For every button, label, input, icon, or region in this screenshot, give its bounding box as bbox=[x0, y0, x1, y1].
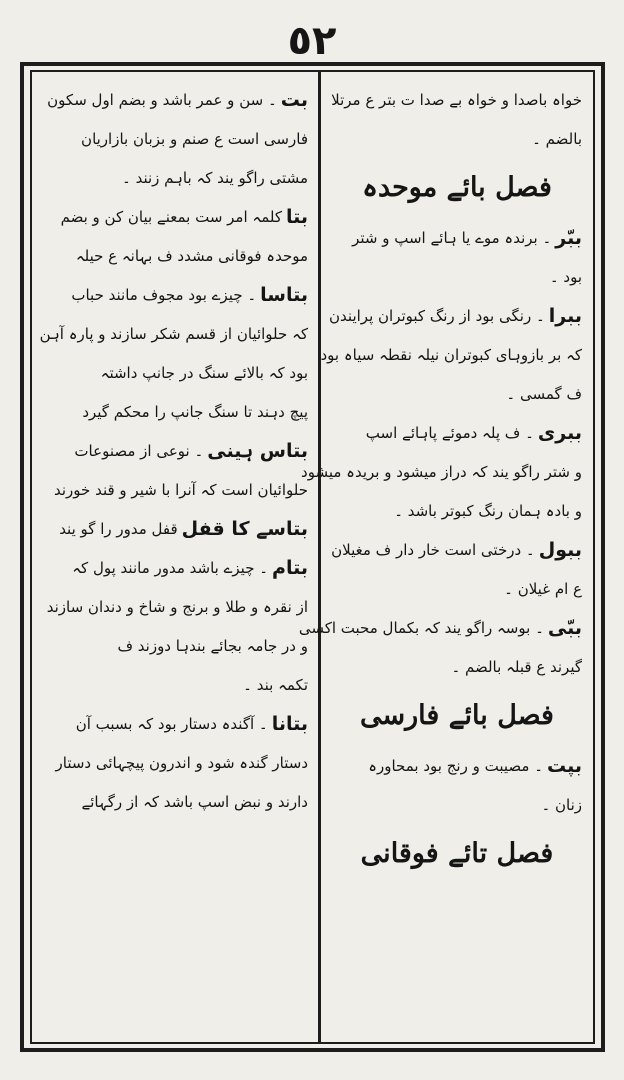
dictionary-entry-line bbox=[298, 608, 582, 647]
text-line bbox=[332, 257, 582, 296]
entry-headword: بتاس ہینی bbox=[207, 439, 308, 462]
entry-headword: ببّی bbox=[547, 616, 582, 639]
line-text: ۔ چیزے بود مجوف مانند حباب bbox=[71, 285, 257, 304]
text-line bbox=[44, 782, 308, 821]
dictionary-entry-line bbox=[332, 530, 582, 569]
left-column bbox=[38, 80, 314, 1035]
entry-headword: بت bbox=[280, 88, 308, 111]
text-line bbox=[39, 314, 308, 353]
text-line bbox=[44, 665, 308, 704]
text-line bbox=[44, 587, 308, 626]
text-line bbox=[44, 392, 308, 431]
dictionary-entry-line bbox=[44, 197, 308, 236]
line-text: ۔ برندہ موے یا ہائے اسپ و شتر bbox=[352, 228, 552, 247]
entry-headword: بتام bbox=[272, 556, 308, 579]
entry-headword: بپت bbox=[546, 754, 582, 777]
dictionary-entry-line bbox=[44, 431, 308, 470]
text-line bbox=[44, 353, 308, 392]
text-line bbox=[44, 119, 308, 158]
line-text: خواہ باصدا و خواہ بے صدا ت بتر ع مرتلا bbox=[331, 90, 582, 109]
dictionary-entry-line bbox=[329, 296, 582, 335]
line-text: بود کہ بالائے سنگ در جانپ داشتہ bbox=[100, 363, 308, 382]
text-line bbox=[44, 158, 308, 197]
right-column bbox=[298, 80, 588, 1035]
dictionary-entry-line bbox=[44, 548, 308, 587]
entry-headword: بتانا bbox=[271, 712, 308, 735]
text-line bbox=[332, 119, 582, 158]
line-text: گیرند ع قبلہ بالضم ۔ bbox=[451, 657, 582, 676]
line-text: فارسی است ع صنم و بزبان بازاریان bbox=[81, 129, 308, 148]
dictionary-entry-line bbox=[332, 413, 582, 452]
text-line bbox=[332, 491, 582, 530]
page-number: ٥٢ bbox=[287, 18, 337, 64]
line-text: ۔ رنگی بود از رنگ کبوتران پرایندن bbox=[329, 306, 545, 325]
line-text: ۔ آگندہ دستار بود کہ بسبب آن bbox=[75, 714, 268, 733]
dictionary-entry-line bbox=[44, 509, 308, 548]
line-text: ۔ بوسہ راگو یند کہ بکمال محبت اکسی bbox=[298, 618, 544, 637]
entry-headword: بتاسا bbox=[260, 283, 308, 306]
entry-headword: ببرا bbox=[548, 304, 582, 327]
text-line bbox=[332, 785, 582, 824]
entry-headword: بتا bbox=[285, 205, 308, 228]
text-line bbox=[44, 236, 308, 275]
column-divider bbox=[318, 72, 321, 1042]
entry-headword: ببّر bbox=[555, 226, 582, 249]
text-line bbox=[332, 80, 582, 119]
section-heading: فصل بائے موحدہ bbox=[362, 172, 552, 203]
line-text: ف گمسی ۔ bbox=[506, 384, 582, 403]
line-text: ۔ درختی است خار دار ف مغیلان bbox=[331, 540, 535, 559]
dictionary-entry-line bbox=[44, 275, 308, 314]
dictionary-entry-line bbox=[332, 218, 582, 257]
line-text: تکمہ بند ۔ bbox=[243, 675, 308, 694]
line-text: حلوائیان است کہ آنرا با شیر و قند خورند bbox=[53, 480, 308, 499]
section-heading: فصل تائے فوقانی bbox=[360, 838, 554, 869]
text-line bbox=[301, 452, 582, 491]
line-text: کلمہ امر ست بمعنے بیان کن و بضم bbox=[60, 207, 282, 226]
line-text: ۔ سن و عمر باشد و بضم اول سکون bbox=[47, 90, 277, 109]
line-text: کہ حلوائیان از قسم شکر سازند و پارہ آہن bbox=[39, 324, 308, 343]
line-text: بالضم ۔ bbox=[532, 129, 582, 148]
line-text: ۔ مصیبت و رنج بود بمحاورہ bbox=[368, 756, 543, 775]
line-text: موحدہ فوقانی مشدد ف بہانہ ع حیلہ bbox=[75, 246, 308, 265]
dictionary-entry-line bbox=[44, 704, 308, 743]
line-text: ۔ نوعی از مصنوعات bbox=[74, 441, 204, 460]
line-text: قفل مدور را گو یند bbox=[59, 519, 178, 538]
line-text: و در جامہ بجائے بندہا دوزند ف bbox=[117, 636, 308, 655]
text-line bbox=[332, 647, 582, 686]
line-text: ۔ ف پلہ دموئے پاہائے اسپ bbox=[365, 423, 534, 442]
text-line bbox=[332, 569, 582, 608]
line-text: دستار گندہ شود و اندرون پیچہائی دستار bbox=[55, 753, 308, 772]
line-text: ۔ چیزے باشد مدور مانند پول کہ bbox=[72, 558, 269, 577]
line-text: و شتر راگو یند کہ دراز میشود و بریدہ میشود bbox=[301, 462, 582, 481]
line-text: مشتی راگو یند کہ باہم زنند ۔ bbox=[122, 168, 308, 187]
dictionary-entry-line bbox=[44, 80, 308, 119]
entry-headword: ببری bbox=[537, 421, 582, 444]
text-line bbox=[320, 335, 582, 374]
dictionary-entry-line bbox=[332, 746, 582, 785]
line-text: و بادہ ہمان رنگ کبوتر باشد ۔ bbox=[394, 501, 582, 520]
line-text: ع ام غیلان ۔ bbox=[504, 579, 582, 598]
entry-headword: ببول bbox=[538, 538, 582, 561]
text-line bbox=[44, 626, 308, 665]
text-line bbox=[44, 470, 308, 509]
line-text: کہ بر بازوہای کبوتران نیلہ نقطہ سیاہ بود bbox=[320, 345, 582, 364]
section-heading: فصل بائے فارسی bbox=[360, 700, 554, 731]
line-text: دارند و نبض اسپ باشد کہ از رگہائے bbox=[81, 792, 308, 811]
text-line bbox=[44, 743, 308, 782]
line-text: از نقرہ و طلا و برنج و شاخ و دندان سازند bbox=[46, 597, 308, 616]
text-line bbox=[332, 374, 582, 413]
line-text: زنان ۔ bbox=[541, 795, 582, 814]
line-text: بود ۔ bbox=[549, 267, 582, 286]
entry-headword: بتاسے کا قفل bbox=[181, 517, 308, 540]
line-text: پیچ دہند تا سنگ جانپ را محکم گیرد bbox=[82, 402, 308, 421]
